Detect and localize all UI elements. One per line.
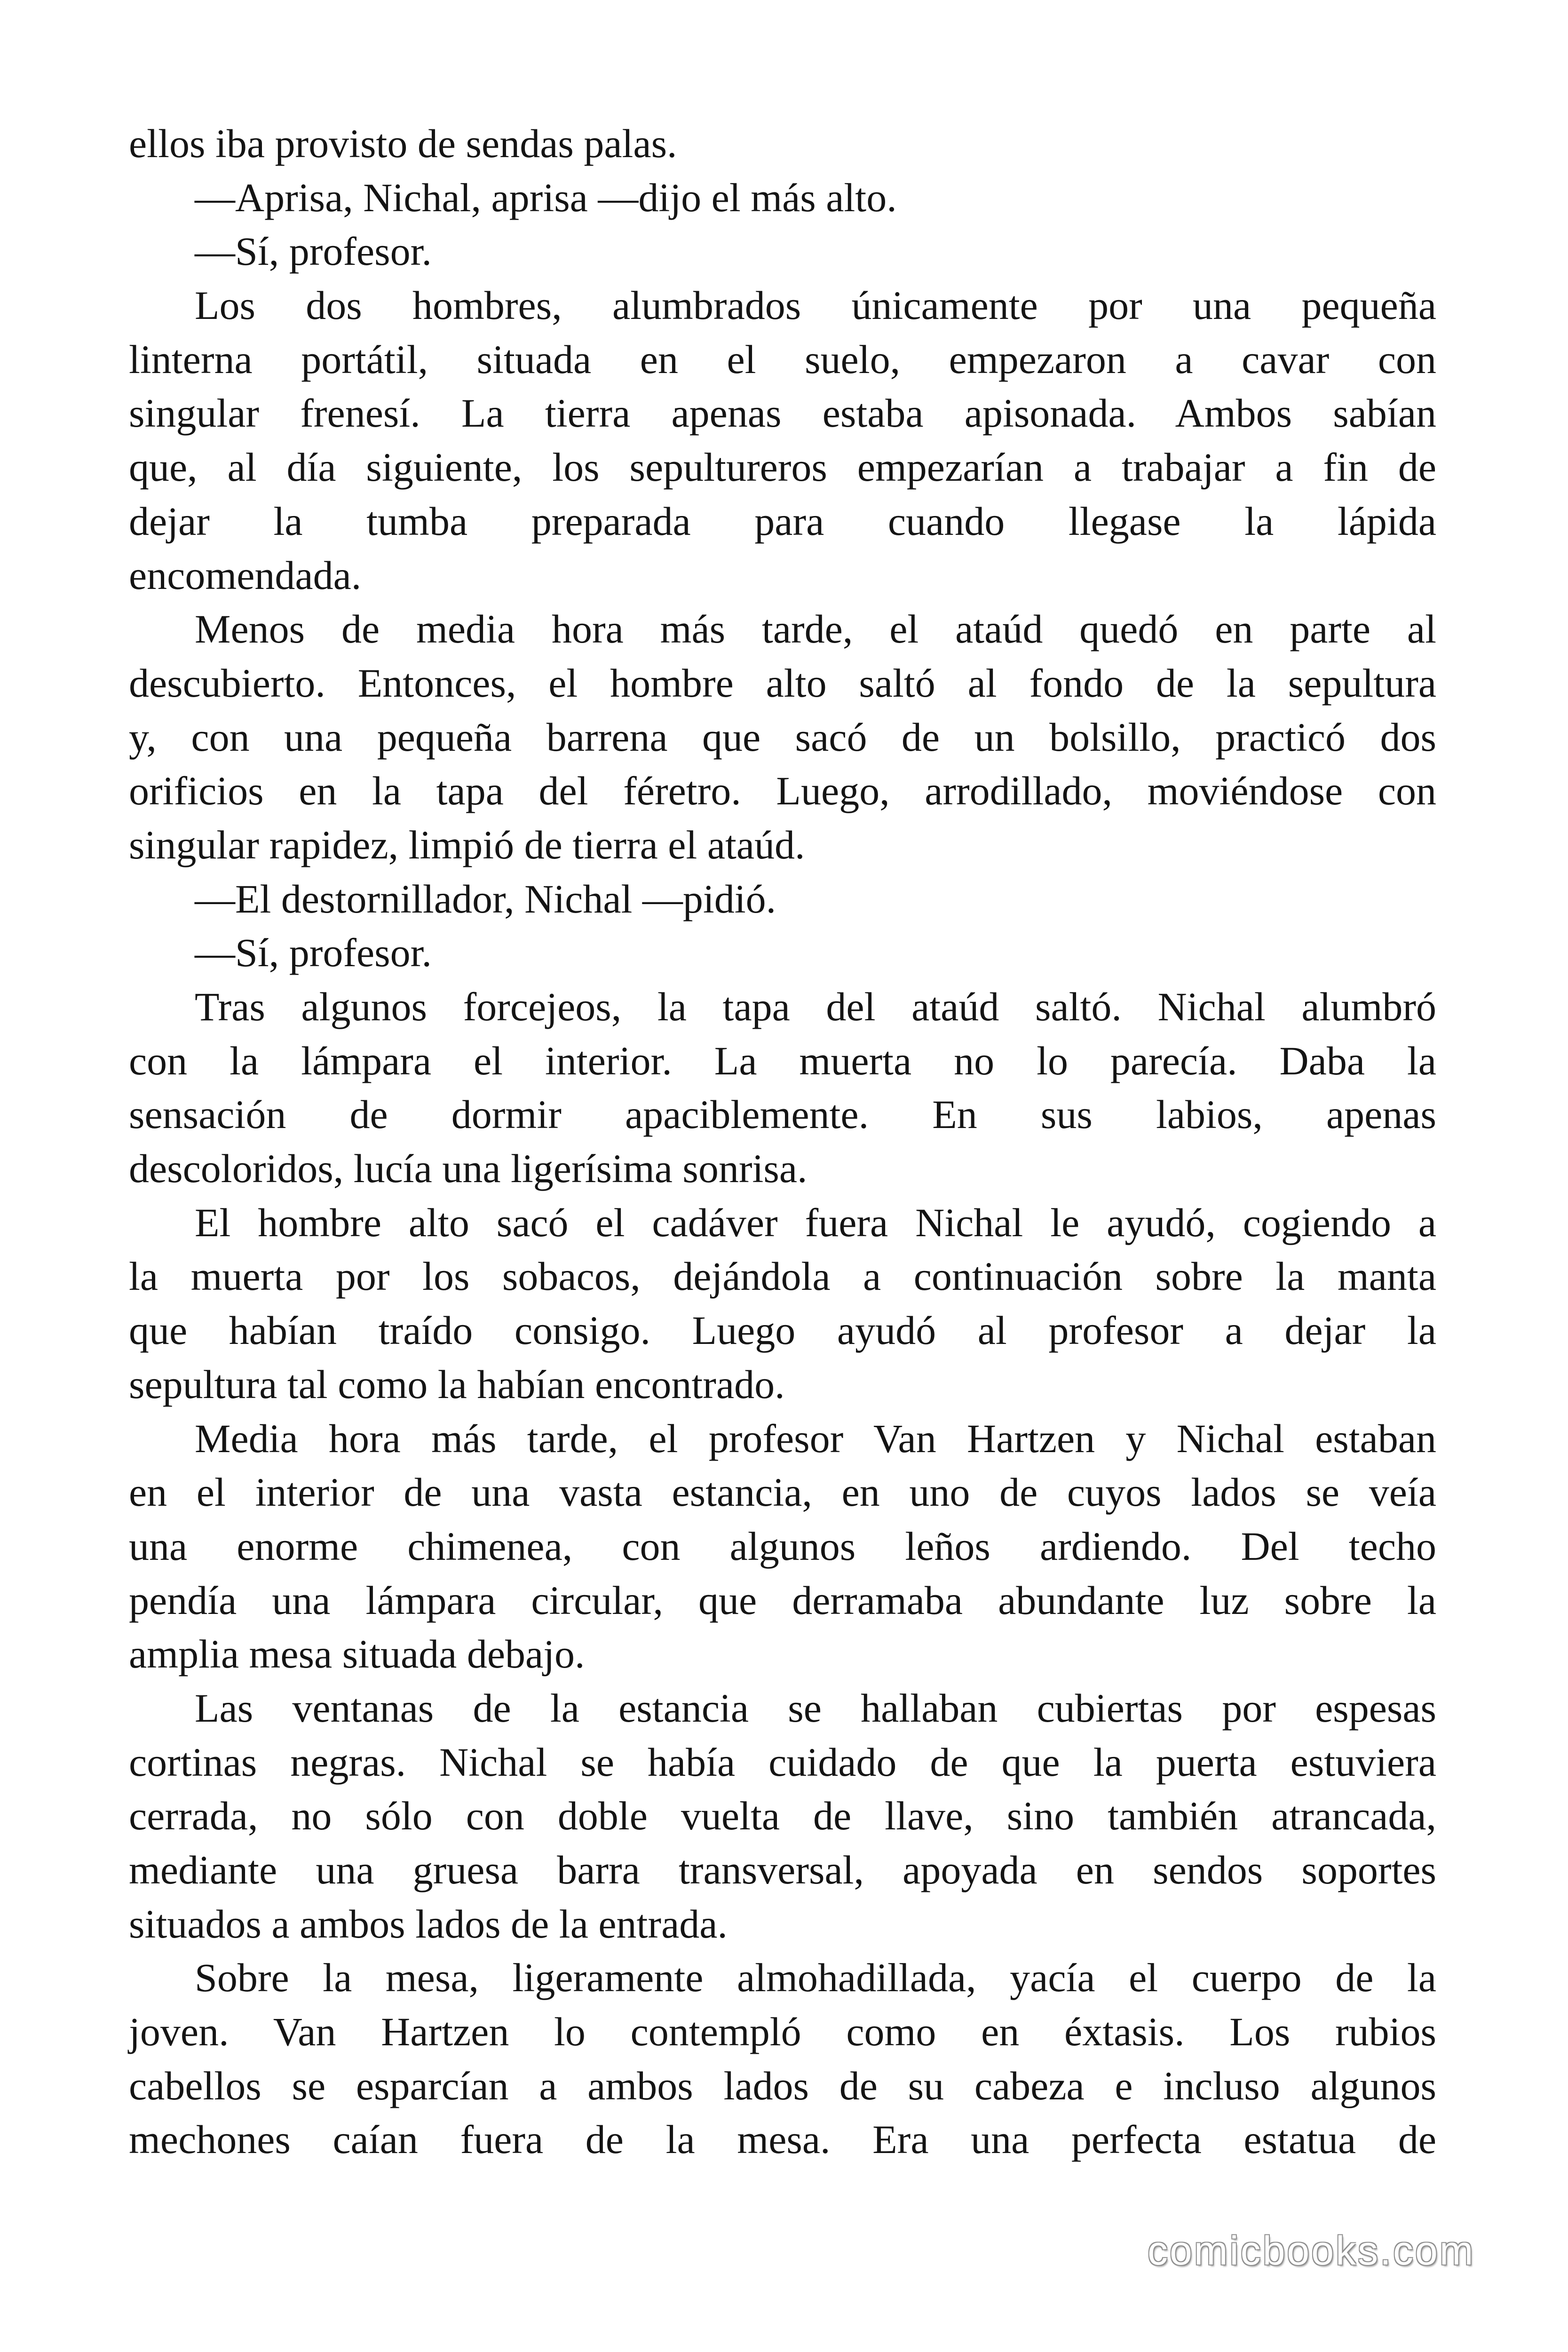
text-line: Media hora más tarde, el profesor Van Hartzen y Nichal estaban [195,1415,1436,1461]
text-line: descoloridos, lucía una ligerísima sonrisa. [129,1146,808,1192]
text-line: —Sí, profesor. [195,229,432,274]
text-line: que, al día siguiente, los sepultureros empezarían a trabajar a fin de [129,445,1436,490]
text-line: dejar la tumba preparada para cuando llegase la lápida [129,498,1436,544]
text-line: orificios en la tapa del féretro. Luego, arrodillado, moviéndose con [129,768,1436,814]
watermark: comicbooks.com [1148,2228,1475,2273]
text-line: mechones caían fuera de la mesa. Era una perfecta estatua de [129,2117,1436,2162]
text-line: sepultura tal como la habían encontrado. [129,1361,785,1407]
text-line: —El destornillador, Nichal —pidió. [195,876,776,922]
text-line: —Sí, profesor. [195,930,432,976]
text-line: cabellos se esparcían a ambos lados de su cabeza e incluso algunos [129,2063,1436,2108]
text-line: Las ventanas de la estancia se hallaban cubiertas por espesas [195,1685,1436,1731]
text-line: descubierto. Entonces, el hombre alto saltó al fondo de la sepultura [129,660,1436,706]
text-line: Tras algunos forcejeos, la tapa del ataúd saltó. Nichal alumbró [195,984,1436,1029]
text-line: con la lámpara el interior. La muerta no lo parecía. Daba la [129,1038,1436,1083]
text-line: una enorme chimenea, con algunos leños ardiendo. Del techo [129,1523,1436,1569]
text-line: mediante una gruesa barra transversal, apoyada en sendos soportes [129,1847,1436,1892]
text-line: encomendada. [129,552,362,598]
text-line: —Aprisa, Nichal, aprisa —dijo el más alto. [195,175,897,220]
text-line: cortinas negras. Nichal se había cuidado de que la puerta estuviera [129,1739,1436,1785]
text-line: que habían traído consigo. Luego ayudó al profesor a dejar la [129,1308,1436,1353]
text-line: amplia mesa situada debajo. [129,1631,585,1677]
text-line: joven. Van Hartzen lo contempló como en éxtasis. Los rubios [129,2009,1436,2055]
body-text [129,117,1436,2167]
text-line: sensación de dormir apaciblemente. En sus labios, apenas [129,1092,1436,1137]
text-line: Sobre la mesa, ligeramente almohadillada, yacía el cuerpo de la [195,1955,1436,2001]
text-line: cerrada, no sólo con doble vuelta de llave, sino también atrancada, [129,1793,1436,1839]
text-line: y, con una pequeña barrena que sacó de un bolsillo, practicó dos [129,714,1436,760]
text-line: Menos de media hora más tarde, el ataúd quedó en parte al [195,606,1436,652]
text-line: pendía una lámpara circular, que derramaba abundante luz sobre la [129,1577,1436,1623]
text-line: en el interior de una vasta estancia, en uno de cuyos lados se veía [129,1470,1436,1515]
text-line: la muerta por los sobacos, dejándola a continuación sobre la manta [129,1254,1436,1299]
text-line: situados a ambos lados de la entrada. [129,1901,728,1947]
text-line: El hombre alto sacó el cadáver fuera Nichal le ayudó, cogiendo a [195,1200,1436,1245]
text-line: ellos iba provisto de sendas palas. [129,121,677,166]
text-line: singular frenesí. La tierra apenas estaba apisonada. Ambos sabían [129,390,1436,436]
text-line: singular rapidez, limpió de tierra el ataúd. [129,822,805,867]
text-line: Los dos hombres, alumbrados únicamente por una pequeña [195,283,1436,328]
text-line: linterna portátil, situada en el suelo, empezaron a cavar con [129,336,1436,382]
